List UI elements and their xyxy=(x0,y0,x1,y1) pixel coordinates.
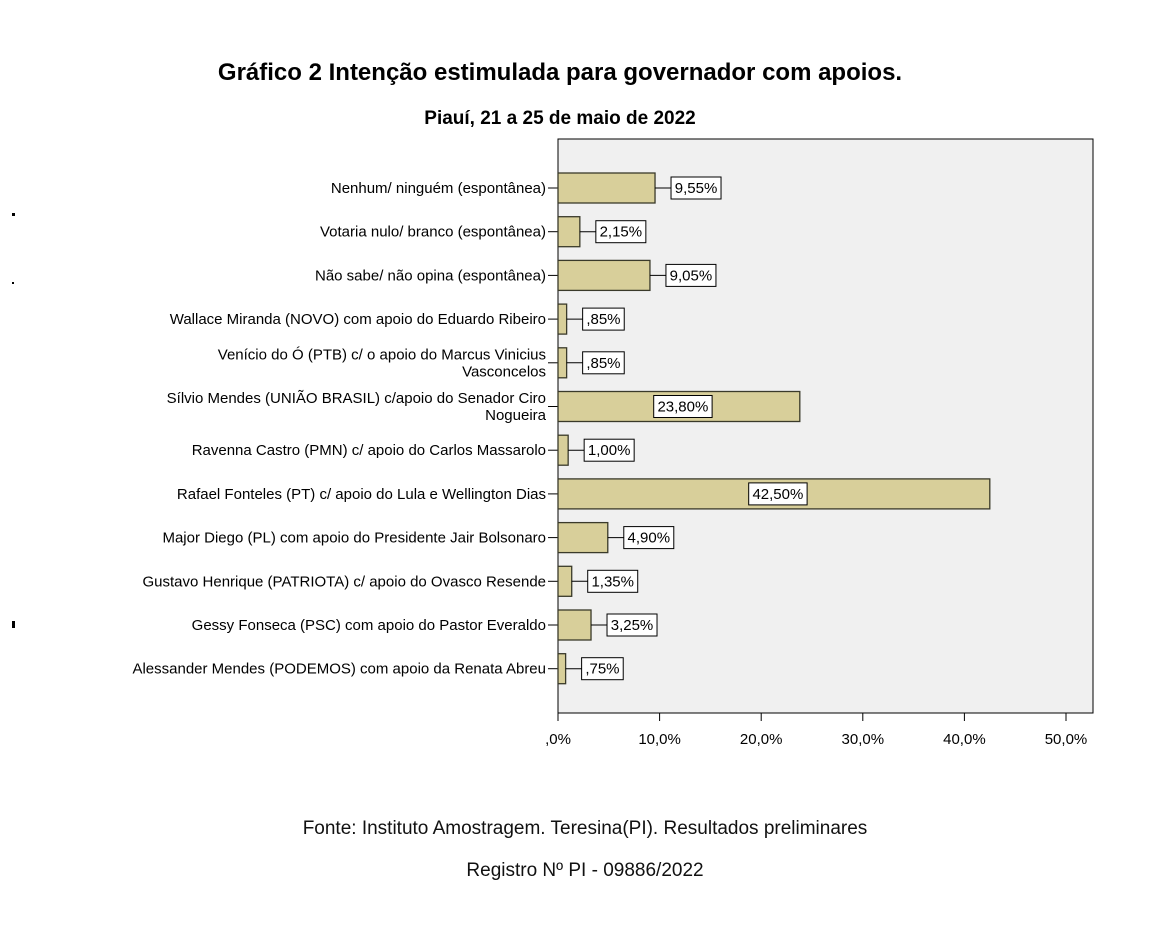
category-label: Não sabe/ não opina (espontânea) xyxy=(314,267,546,285)
x-axis xyxy=(545,713,1087,748)
category-label: Sílvio Mendes (UNIÃO BRASIL) c/apoio do Senador Ciro xyxy=(166,390,546,407)
chart-title: Gráfico 2 Intenção estimulada para governador com apoios. xyxy=(217,59,903,86)
source-note: Fonte: Instituto Amostragem. Teresina(PI). Resultados preliminares xyxy=(302,818,868,839)
bar xyxy=(558,435,568,465)
x-tick-label: 50,0% xyxy=(1044,731,1088,748)
bar xyxy=(558,217,580,247)
category-label: Nogueira xyxy=(485,407,546,424)
bar xyxy=(558,654,566,684)
chart-subtitle: Piauí, 21 a 25 de maio de 2022 xyxy=(424,108,696,129)
data-label: 1,00% xyxy=(587,442,631,460)
bar xyxy=(558,523,608,553)
bar xyxy=(558,304,567,334)
data-label: 3,25% xyxy=(610,617,654,634)
bar xyxy=(558,348,567,378)
category-label: Votaria nulo/ branco (espontânea) xyxy=(320,223,546,241)
category-label: Rafael Fonteles (PT) c/ apoio do Lula e Wellington Dias xyxy=(176,485,546,503)
category-label: Major Diego (PL) com apoio do Presidente Jair Bolsonaro xyxy=(162,529,546,547)
stray-mark xyxy=(12,282,14,284)
bar xyxy=(558,610,591,640)
data-label: 9,55% xyxy=(674,180,718,197)
data-label: ,85% xyxy=(586,311,621,329)
registry-note: Registro Nº PI - 09886/2022 xyxy=(466,860,704,881)
stray-mark xyxy=(12,213,15,216)
x-tick-label: 10,0% xyxy=(638,731,681,748)
category-label: Ravenna Castro (PMN) c/ apoio do Carlos Massarolo xyxy=(191,442,546,460)
category-label: Alessander Mendes (PODEMOS) com apoio da Renata Abreu xyxy=(132,660,546,678)
x-tick-label: 40,0% xyxy=(943,731,986,748)
data-label: 9,05% xyxy=(669,267,713,285)
bar xyxy=(558,260,650,290)
data-label: ,75% xyxy=(585,660,620,678)
bar xyxy=(558,173,655,203)
category-label: Vasconcelos xyxy=(462,363,546,381)
category-label: Venício do Ó (PTB) c/ o apoio do Marcus Vinicius xyxy=(217,346,546,364)
category-label: Wallace Miranda (NOVO) com apoio do Eduardo Ribeiro xyxy=(169,311,546,329)
category-label: Gessy Fonseca (PSC) com apoio do Pastor Everaldo xyxy=(191,617,546,634)
data-label: ,85% xyxy=(586,354,621,372)
data-label: 4,90% xyxy=(627,529,671,547)
x-tick-label: ,0% xyxy=(545,731,571,748)
data-label: 42,50% xyxy=(752,485,804,503)
category-label: Nenhum/ ninguém (espontânea) xyxy=(330,180,546,197)
stray-mark xyxy=(12,621,15,628)
data-label: 23,80% xyxy=(657,398,709,416)
category-label: Gustavo Henrique (PATRIOTA) c/ apoio do Ovasco Resende xyxy=(142,573,546,591)
bar xyxy=(558,566,572,596)
x-tick-label: 30,0% xyxy=(841,731,885,748)
data-label: 2,15% xyxy=(599,223,643,241)
x-tick-label: 20,0% xyxy=(739,731,783,748)
data-label: 1,35% xyxy=(591,573,634,591)
